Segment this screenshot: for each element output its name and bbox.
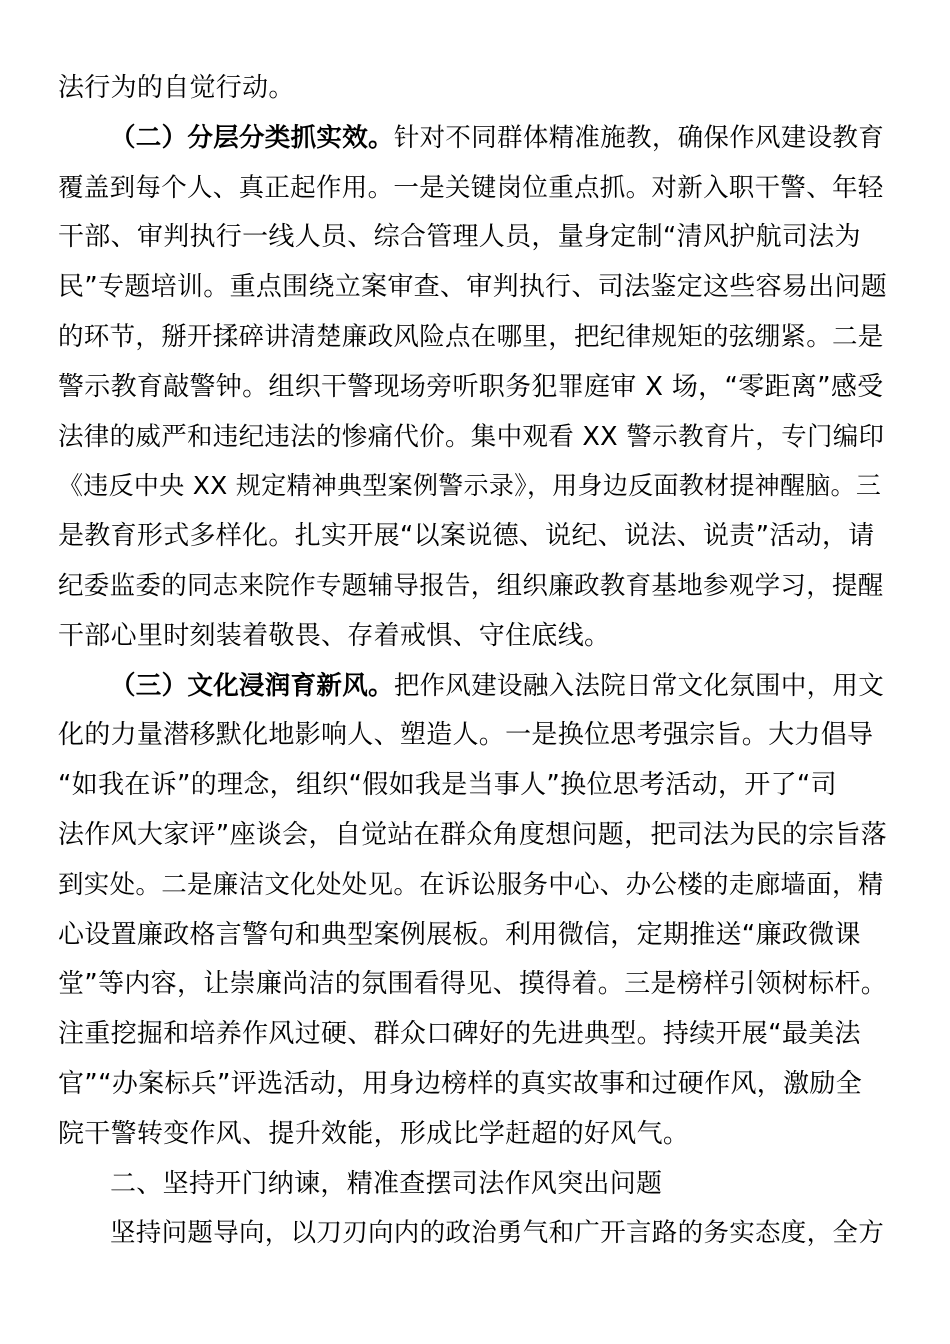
body-text: 针对不同群体精准施教，确保作风建设教育 (393, 123, 885, 153)
body-text: 到实处。二是廉洁文化处处见。在诉讼服务中心、办公楼的走廊墙面，精 (58, 870, 884, 900)
body-text: 民”专题培训。重点围绕立案审查、审判执行、司法鉴定这些容易出问题 (58, 272, 888, 302)
paragraph-line (58, 170, 884, 206)
body-text: 纪委监委的同志来院作专题辅导报告，组织廉政教育基地参观学习，提醒 (58, 571, 884, 601)
body-text: 把作风建设融入法院日常文化氛围中，用文 (393, 671, 885, 701)
paragraph-line (58, 966, 887, 1002)
body-text: 干部、审判执行一线人员、综合管理人员，量身定制“清风护航司法为 (58, 222, 861, 252)
paragraph-line (58, 219, 861, 255)
body-text: 坚持问题导向，以刀刃向内的政治勇气和广开言路的务实态度，全方 (110, 1218, 885, 1248)
body-text: 二、坚持开门纳谏，精准查摆司法作风突出问题 (110, 1169, 663, 1199)
paragraph-line (58, 867, 884, 903)
paragraph-line (58, 568, 884, 604)
body-text: 心设置廉政格言警句和典型案例展板。利用微信，定期推送“廉政微课 (58, 920, 861, 950)
section-heading-text: （三）文化浸润育新风。 (110, 671, 394, 701)
paragraph-line (58, 1066, 862, 1102)
body-text: 覆盖到每个人、真正起作用。一是关键岗位重点抓。对新入职干警、年轻 (58, 173, 884, 203)
paragraph-first-line (110, 120, 884, 156)
body-text: 干部心里时刻装着敬畏、存着戒惧、守住底线。 (58, 621, 611, 651)
paragraph-line (58, 518, 875, 554)
paragraph-line (58, 369, 883, 405)
paragraph-first-line (110, 1215, 884, 1251)
body-text: 化的力量潜移默化地影响人、塑造人。一是换位思考强宗旨。大力倡导 (58, 720, 874, 750)
paragraph-line (58, 717, 873, 753)
paragraph-line (58, 468, 881, 504)
paragraph-line (58, 319, 884, 355)
section-heading-text: （二）分层分类抓实效。 (110, 123, 394, 153)
paragraph-first-line (110, 1166, 662, 1202)
body-text: 《违反中央 XX 规定精神典型案例警示录》，用身边反面教材提神醒脑。三 (58, 471, 882, 500)
paragraph-line (58, 1116, 689, 1152)
body-text: 官”“办案标兵”评选活动，用身边榜样的真实故事和过硬作风，激励全 (58, 1069, 863, 1099)
body-text: 法行为的自觉行动。 (58, 73, 295, 103)
paragraph-line (58, 618, 610, 654)
paragraph-line (58, 419, 884, 455)
paragraph-line (58, 817, 887, 853)
paragraph-line (58, 70, 295, 106)
body-text: 注重挖掘和培养作风过硬、群众口碑好的先进典型。持续开展“最美法 (58, 1019, 861, 1049)
body-text: “如我在诉”的理念，组织“假如我是当事人”换位思考活动，开了“司 (58, 770, 837, 800)
paragraph-line (58, 1016, 861, 1052)
body-text: 法律的威严和违纪违法的惨痛代价。集中观看 XX 警示教育片，专门编印 (58, 422, 885, 452)
body-text: 是教育形式多样化。扎实开展“以案说德、说纪、说法、说责”活动，请 (58, 521, 875, 551)
body-text: 法作风大家评”座谈会，自觉站在群众角度想问题，把司法为民的宗旨落 (58, 820, 888, 850)
body-text: 堂”等内容，让崇廉尚洁的氛围看得见、摸得着。三是榜样引领树标杆。 (58, 969, 888, 999)
paragraph-line (58, 269, 887, 305)
body-text: 院干警转变作风、提升效能，形成比学赶超的好风气。 (58, 1119, 690, 1149)
body-text: 警示教育敲警钟。组织干警现场旁听职务犯罪庭审 X 场，“零距离”感受 (58, 372, 884, 402)
paragraph-line (58, 767, 837, 803)
paragraph-first-line (110, 668, 884, 704)
paragraph-line (58, 917, 861, 953)
body-text: 的环节，掰开揉碎讲清楚廉政风险点在哪里，把纪律规矩的弦绷紧。二是 (58, 322, 884, 352)
